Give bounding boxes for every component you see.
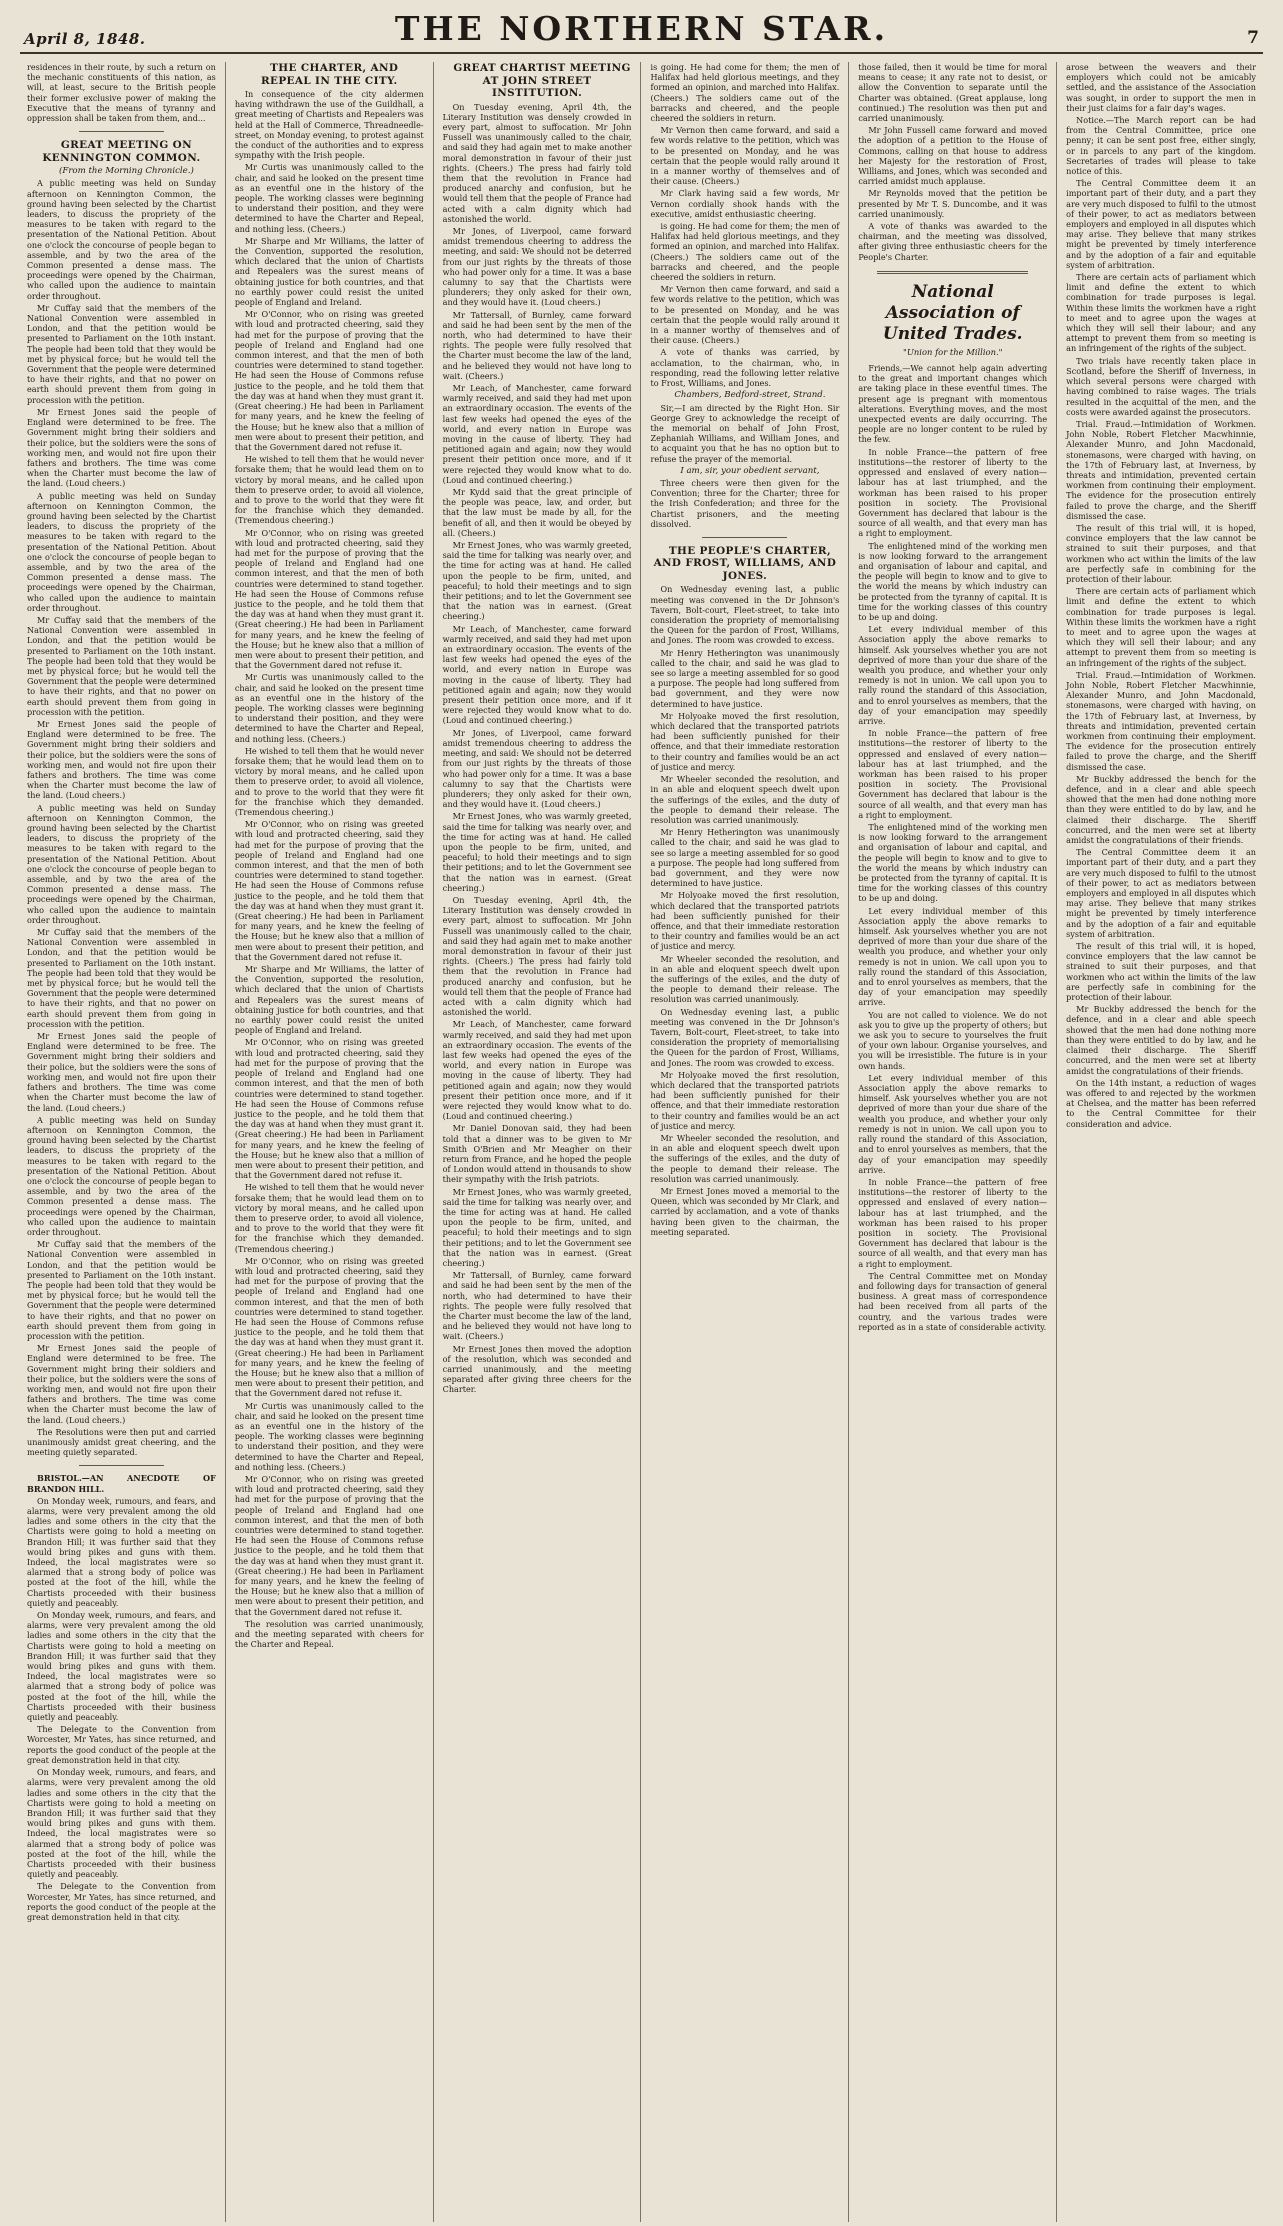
article-paragraph: Mr Kydd said that the great principle of the people was peace, law, and order, but that the law must be made by all, for the benefit of all, and then it would be obeyed by all. (Cheers.) xyxy=(442,487,632,538)
article-paragraph: There are certain acts of parliament which limit and define the extent to which combination for trade purposes is legal. Within these limits the workmen have a right to meet and to agree upon the wages at which they will sell their labour; and any attempt to prevent them from so meeting is an infringement of the rights of the subject. xyxy=(1066,272,1256,354)
article-paragraph: Let every individual member of this Association apply the above remarks to himself. Ask yourselves whether you are not deprived of more than your due share of the wealth you produce, and whether your only remedy is not in union. We call upon you to rally round the standard of this Association, and to enrol yourselves as members, that the day of your emancipation may speedily arrive. xyxy=(858,1072,1048,1175)
article-paragraph: Mr Daniel Donovan said, they had been told that a dinner was to be given to Mr Smith O'Brien and Mr Meagher on their return from France, and he hoped the people of London would attend in thousands to show their sympathy with the Irish patriots. xyxy=(442,1123,632,1185)
article-paragraph: The Central Committee deem it an important part of their duty, and a part they are very much disposed to fulfil to the utmost of their power, to act as mediators between employers and employed in all disputes which may arise. They believe that many strikes might be prevented by timely interference and by the adoption of a fair and equitable system of arbitration. xyxy=(1066,847,1256,939)
article-paragraph: Two trials have recently taken place in Scotland, before the Sheriff of Inverness, in which several persons were charged with having combined to raise wages. The trials resulted in the acquittal of the men, and the costs were awarded against the prosecutors. xyxy=(1066,355,1256,417)
article-paragraph: On Monday week, rumours, and fears, and alarms, were very prevalent among the old ladies and some others in the city that the Chartists were going to hold a meeting on Brandon Hill; it was further said that they would bring pikes and guns with them. Indeed, the local magistrates were so alarmed that a strong body of police was posted at the foot of the hill, while the Chartists proceeded with their business quietly and peaceably. xyxy=(27,1610,216,1723)
article-paragraph: Let every individual member of this Association apply the above remarks to himself. Ask yourselves whether you are not deprived of more than your due share of the wealth you produce, and whether your only remedy is not in union. We call upon you to rally round the standard of this Association, and to enrol yourselves as members, that the day of your emancipation may speedily arrive. xyxy=(858,624,1048,726)
column-1-intro: residences in their route, by such a return on the mechanic constituents of this nation, as will, at least, secure to the British people their former exclusive power of making the Executive that the means of tyranny and oppression shall be taken from them, and... xyxy=(27,62,216,124)
article-paragraph: Mr Vernon then came forward, and said a few words relative to the petition, which was to be presented on Monday, and he was certain that the people would rally around it in a manner worthy of themselves and of their cause. (Cheers.) xyxy=(650,125,840,187)
article-paragraph: In noble France—the pattern of free institutions—the restorer of liberty to the oppressed and enslaved of every nation—labour has at last triumphed, and the workman has been raised to his proper position in society. The Provisional Government has declared that labour is the source of all wealth, and that every man has a right to employment. xyxy=(858,446,1048,539)
article-paragraph: Friends,—We cannot help again adverting to the great and important changes which are taking place in these eventful times. The present age is pregnant with momentous alterations. Everything moves, and the most unexpected events are daily occurring. The people are no longer content to be ruled by the few. xyxy=(858,363,1048,445)
article-paragraph: Mr O'Connor, who on rising was greeted with loud and protracted cheering, said they had met for the purpose of proving that the people of Ireland and England had one common interest, and that the men of both countries were determined to stand together. He had seen the House of Commons refuse justice to the people, and he told them that the day was at hand when they must grant it. (Great cheering.) He had been in Parliament for many years, and he knew the feeling of the House; but he knew also that a million of men were about to present their petition, and that the Government dared not refuse it. xyxy=(234,527,424,671)
association-motto: "Union for the Million." xyxy=(902,346,1003,357)
article-paragraph: Mr Holyoake moved the first resolution, which declared that the transported patriots had been sufficiently punished for their offence, and that their immediate restoration to their country and families would be an act of justice and mercy. xyxy=(650,890,840,952)
article-paragraph: Mr Ernest Jones said the people of England were determined to be free. The Government might bring their soldiers and their police, but the soldiers were the sons of working men, and would not fire upon their fathers and brothers. The time was come when the Charter must become the law of the land. (Loud cheers.) xyxy=(27,1343,216,1425)
article-paragraph: He wished to tell them that he would never forsake them; that he would lead them on to victory by moral means, and he called upon them to preserve order, to avoid all violence, and to prove to the world that they were fit for the franchise which they demanded. (Tremendous cheering.) xyxy=(234,454,424,526)
article-paragraph: Mr O'Connor, who on rising was greeted with loud and protracted cheering, said they had met for the purpose of proving that the people of Ireland and England had one common interest, and that the men of both countries were determined to stand together. He had seen the House of Commons refuse justice to the people, and he told them that the day was at hand when they must grant it. (Great cheering.) He had been in Parliament for many years, and he knew the feeling of the House; but he knew also that a million of men were about to present their petition, and that the Government dared not refuse it. xyxy=(234,309,424,452)
article-paragraph: The Delegate to the Convention from Worcester, Mr Yates, has since returned, and reports the good conduct of the people at the great demonstration held in that city. xyxy=(27,1724,216,1765)
article-paragraph: On Tuesday evening, April 4th, the Literary Institution was densely crowded in every part, almost to suffocation. Mr John Fussell was unanimously called to the chair, and said they had again met to make another moral demonstration in favour of their just rights. (Cheers.) The press had fairly told them that the revolution in France had produced anarchy and confusion, but he would tell them that the people of France had acted with a calm dignity which had astonished the world. xyxy=(442,101,632,224)
article-paragraph: Mr Ernest Jones moved a memorial to the Queen, which was seconded by Mr Clark, and carried by acclamation, and a vote of thanks having been given to the chairman, the meeting separated. xyxy=(650,1186,840,1237)
article-paragraph: Mr Buckby addressed the bench for the defence, and in a clear and able speech showed that the men had done nothing more than they were entitled to do by law, and he claimed their discharge. The Sheriff concurred, and the men were set at liberty amidst the congratulations of their friends. xyxy=(1066,1004,1256,1076)
article-paragraph: Mr Curtis was unanimously called to the chair, and said he looked on the present time as an eventful one in the history of the people. The working classes were beginning to understand their position, and they were determined to have the Charter and Repeal, and nothing less. (Cheers.) xyxy=(234,672,424,744)
article-paragraph: Mr Clark having said a few words, Mr Vernon cordially shook hands with the executive, amidst enthusiastic cheering. xyxy=(650,188,840,219)
issue-date: April 8, 1848. xyxy=(24,30,146,48)
article-paragraph: Let every individual member of this Association apply the above remarks to himself. Ask yourselves whether you are not deprived of more than your due share of the wealth you produce, and whether your only remedy is not in union. We call upon you to rally round the standard of this Association, and to enrol yourselves as members, that the day of your emancipation may speedily arrive. xyxy=(858,905,1048,1008)
article-paragraph: The resolution was carried unanimously, and the meeting separated with cheers for the Charter and Repeal. xyxy=(234,1618,424,1650)
article-paragraph: The Delegate to the Convention from Worcester, Mr Yates, has since returned, and reports the good conduct of the people at the great demonstration held in that city. xyxy=(27,1881,216,1922)
article-paragraph: Mr Wheeler seconded the resolution, and in an able and eloquent speech dwelt upon the sufferings of the exiles, and the duty of the people to demand their release. The resolution was carried unanimously. xyxy=(650,1133,840,1184)
article-title-kennington: GREAT MEETING ON KENNINGTON COMMON. xyxy=(42,139,201,164)
article-paragraph: Mr Ernest Jones, who was warmly greeted, said the time for talking was nearly over, and the time for acting was at hand. He called upon the people to be firm, united, and peaceful; to hold their meetings and to sign their petitions; and to let the Government see that the nation was in earnest. (Great cheering.) xyxy=(442,811,632,893)
article-paragraph: Mr Buckby addressed the bench for the defence, and in a clear and able speech showed that the men had done nothing more than they were entitled to do by law, and he claimed their discharge. The Sheriff concurred, and the men were set at liberty amidst the congratulations of their friends. xyxy=(1066,773,1256,846)
article-paragraph: A public meeting was held on Sunday afternoon on Kennington Common, the ground having been selected by the Chartist leaders, to discuss the propriety of the measures to be taken with regard to the presentation of the National Petition. About one o'clock the concourse of people began to assemble, and by two the area of the Common presented a dense mass. The proceedings were opened by the Chairman, who called upon the audience to maintain order throughout. xyxy=(27,802,216,925)
article-paragraph: Mr John Fussell came forward and moved the adoption of a petition to the House of Commons, calling on that house to address her Majesty for the restoration of Frost, Williams, and Jones, which was seconded and carried amidst much applause. xyxy=(858,125,1048,187)
article-paragraph: Mr O'Connor, who on rising was greeted with loud and protracted cheering, said they had met for the purpose of proving that the people of Ireland and England had one common interest, and that the men of both countries were determined to stand together. He had seen the House of Commons refuse justice to the people, and he told them that the day was at hand when they must grant it. (Great cheering.) He had been in Parliament for many years, and he knew the feeling of the House; but he knew also that a million of men were about to present their petition, and that the Government dared not refuse it. xyxy=(234,1037,424,1181)
article-paragraph: Mr Tattersall, of Burnley, came forward and said he had been sent by the men of the north, who had determined to have their rights. The people were fully resolved that the Charter must become the law of the land, and he believed they would not have long to wait. (Cheers.) xyxy=(442,1270,632,1342)
article-paragraph: Mr Vernon then came forward, and said a few words relative to the petition, which was to be presented on Monday, and he was certain that the people would rally around it in a manner worthy of themselves and of their cause. (Cheers.) xyxy=(650,284,840,346)
article-paragraph: A vote of thanks was carried, by acclamation, to the chairman, who, in responding, read the following letter relative to Frost, Williams, and Jones. xyxy=(650,347,840,389)
article-paragraph: On Wednesday evening last, a public meeting was convened in the Dr Johnson's Tavern, Bolt-court, Fleet-street, to take into consideration the propriety of memorialising the Queen for the pardon of Frost, Williams, and Jones. The room was crowded to excess. xyxy=(650,1006,840,1068)
article-title-frost-williams-jones: THE PEOPLE'S CHARTER, AND FROST, WILLIAMS, AND JONES. xyxy=(653,544,837,582)
article-paragraph: Mr Leach, of Manchester, came forward warmly received, and said they had met upon an extraordinary occasion. The events of the last few weeks had opened the eyes of the world, and every nation in Europe was moving in the cause of liberty. They had petitioned again and again; now they would present their petition once more, and if it were rejected they would know what to do. (Loud and continued cheering.) xyxy=(442,382,632,485)
article-paragraph: On Monday week, rumours, and fears, and alarms, were very prevalent among the old ladies and some others in the city that the Chartists were going to hold a meeting on Brandon Hill; it was further said that they would bring pikes and guns with them. Indeed, the local magistrates were so alarmed that a strong body of police was posted at the foot of the hill, while the Chartists proceeded with their business quietly and peaceably. xyxy=(27,1495,216,1608)
article-paragraph: He wished to tell them that he would never forsake them; that he would lead them on to victory by moral means, and he called upon them to preserve order, to avoid all violence, and to prove to the world that they were fit for the franchise which they demanded. (Tremendous cheering.) xyxy=(234,745,424,818)
article-paragraph: arose between the weavers and their employers which could not be amicably settled, and the assistance of the Association was sought, in order to support the men in their just claims for a fair day's wages. xyxy=(1066,62,1256,113)
column-4 xyxy=(641,62,849,2222)
column-3 xyxy=(434,62,642,2222)
newspaper-title: THE NORTHERN STAR. xyxy=(394,9,889,48)
column-6 xyxy=(1057,62,1265,2222)
article-paragraph: Mr Cuffay said that the members of the National Convention were assembled in London, and that the petition would be presented to Parliament on the 10th instant. The people had been told that they would be met by physical force; but he would tell the Government that the people were determined to have their rights, and that no power on earth should prevent them from going in procession with the petition. xyxy=(27,1239,216,1341)
article-paragraph: Trial. Fraud.—Intimidation of Workmen. John Noble, Robert Fletcher Macwhinnie, Alexander Munro, and John Macdonald, stonemasons, were charged with having, on the 17th of February last, at Inverness, by threats and intimidation, prevented certain workmen from continuing their employment. The evidence for the prosecution entirely failed to prove the charge, and the Sheriff dismissed the case. xyxy=(1066,669,1256,772)
article-paragraph: On Wednesday evening last, a public meeting was convened in the Dr Johnson's Tavern, Bolt-court, Fleet-street, to take into consideration the propriety of memorialising the Queen for the pardon of Frost, Williams, and Jones. The room was crowded to excess. xyxy=(650,584,840,646)
article-paragraph: Mr Curtis was unanimously called to the chair, and said he looked on the present time as an eventful one in the history of the people. The working classes were beginning to understand their position, and they were determined to have the Charter and Repeal, and nothing less. (Cheers.) xyxy=(234,1400,424,1472)
article-paragraph: Trial. Fraud.—Intimidation of Workmen. John Noble, Robert Fletcher Macwhinnie, Alexander Munro, and John Macdonald, stonemasons, were charged with having, on the 17th of February last, at Inverness, by threats and intimidation, prevented certain workmen from continuing their employment. The evidence for the prosecution entirely failed to prove the charge, and the Sheriff dismissed the case. xyxy=(1066,418,1256,521)
article-paragraph: Mr O'Connor, who on rising was greeted with loud and protracted cheering, said they had met for the purpose of proving that the people of Ireland and England had one common interest, and that the men of both countries were determined to stand together. He had seen the House of Commons refuse justice to the people, and he told them that the day was at hand when they must grant it. (Great cheering.) He had been in Parliament for many years, and he knew the feeling of the House; but he knew also that a million of men were about to present their petition, and that the Government dared not refuse it. xyxy=(234,1255,424,1399)
article-paragraph: He wished to tell them that he would never forsake them; that he would lead them on to victory by moral means, and he called upon them to preserve order, to avoid all violence, and to prove to the world that they were fit for the franchise which they demanded. (Tremendous cheering.) xyxy=(234,1182,424,1254)
article-paragraph: On the 14th instant, a reduction of wages was offered to and rejected by the workmen at Chelsea, and the matter has been referred to the Central Committee for their consideration and advice. xyxy=(1066,1077,1256,1129)
article-paragraph: On Tuesday evening, April 4th, the Literary Institution was densely crowded in every part, almost to suffocation. Mr John Fussell was unanimously called to the chair, and said they had again met to make another moral demonstration in favour of their just rights. (Cheers.) The press had fairly told them that the revolution in France had produced anarchy and confusion, but he would tell them that the people of France had acted with a calm dignity which had astonished the world. xyxy=(442,894,632,1018)
column-1 xyxy=(18,62,226,2222)
article-paragraph: There are certain acts of parliament which limit and define the extent to which combination for trade purposes is legal. Within these limits the workmen have a right to meet and to agree upon the wages at which they will sell their labour; and any attempt to prevent them from so meeting is an infringement of the rights of the subject. xyxy=(1066,586,1256,668)
article-paragraph: Mr Cuffay said that the members of the National Convention were assembled in London, and that the petition would be presented to Parliament on the 10th instant. The people had been told that they would be met by physical force; but he would tell the Government that the people were determined to have their rights, and that no power on earth should prevent them from going in procession with the petition. xyxy=(27,302,216,405)
article-paragraph: is going. He had come for them; the men of Halifax had held glorious meetings, and they formed an opinion, and marched into Halifax. (Cheers.) The soldiers came out of the barracks and cheered, and the people cheered the soldiers in return. xyxy=(650,62,840,124)
article-paragraph: A public meeting was held on Sunday afternoon on Kennington Common, the ground having been selected by the Chartist leaders, to discuss the propriety of the measures to be taken with regard to the presentation of the National Petition. About one o'clock the concourse of people began to assemble, and by two the area of the Common presented a dense mass. The proceedings were opened by the Chairman, who called upon the audience to maintain order throughout. xyxy=(27,178,216,301)
article-paragraph: A public meeting was held on Sunday afternoon on Kennington Common, the ground having been selected by the Chartist leaders, to discuss the propriety of the measures to be taken with regard to the presentation of the National Petition. About one o'clock the concourse of people began to assemble, and by two the area of the Common presented a dense mass. The proceedings were opened by the Chairman, who called upon the audience to maintain order throughout. xyxy=(27,490,216,613)
article-paragraph: Mr Wheeler seconded the resolution, and in an able and eloquent speech dwelt upon the sufferings of the exiles, and the duty of the people to demand their release. The resolution was carried unanimously. xyxy=(650,953,840,1005)
article-paragraph: Mr Cuffay said that the members of the National Convention were assembled in London, and that the petition would be presented to Parliament on the 10th instant. The people had been told that they would be met by physical force; but he would tell the Government that the people were determined to have their rights, and that no power on earth should prevent them from going in procession with the petition. xyxy=(27,614,216,717)
article-title-john-street: GREAT CHARTIST MEETING AT JOHN STREET INSTITUTION. xyxy=(453,62,631,99)
article-paragraph: Three cheers were then given for the Convention; three for the Charter; three for the Irish Confederation; and three for the Chartist prisoners, and the meeting dissolved. xyxy=(650,477,840,529)
article-paragraph: Notice.—The March report can be had from the Central Committee, price one penny; it can be sent post free, either singly, or in parcels to any part of the kingdom. Secretaries of trades will please to take notice of this. xyxy=(1066,115,1256,177)
article-paragraph: The result of this trial will, it is hoped, convince employers that the law cannot be strained to suit their purposes, and that workmen who act within the limits of the law are perfectly safe in combining for the protection of their labour. xyxy=(1066,522,1256,584)
article-paragraph: The Resolutions were then put and carried unanimously amidst great cheering, and the meeting quietly separated. xyxy=(27,1426,216,1458)
article-paragraph: Mr Sharpe and Mr Williams, the latter of the Convention, supported the resolution, which declared that the union of Chartists and Repealers was the surest means of obtaining justice for both countries, and that no earthly power could resist the united people of England and Ireland. xyxy=(234,235,424,308)
letter-body: Sir,—I am directed by the Right Hon. Sir George Grey to acknowledge the receipt of the memorial on behalf of John Frost, Zephaniah Williams, and William Jones, and to acquaint you that he has no option but to refuse the prayer of the memorial. xyxy=(650,402,840,464)
article-paragraph: Mr Curtis was unanimously called to the chair, and said he looked on the present time as an eventful one in the history of the people. The working classes were beginning to understand their position, and they were determined to have the Charter and Repeal, and nothing less. (Cheers.) xyxy=(234,162,424,234)
article-paragraph: The Central Committee deem it an important part of their duty, and a part they are very much disposed to fulfil to the utmost of their power, to act as mediators between employers and employed in all disputes which may arise. They believe that many strikes might be prevented by timely interference and by the adoption of a fair and equitable system of arbitration. xyxy=(1066,178,1256,270)
article-paragraph: Mr Ernest Jones said the people of England were determined to be free. The Government might bring their soldiers and their police, but the soldiers were the sons of working men, and would not fire upon their fathers and brothers. The time was come when the Charter must become the law of the land. (Loud cheers.) xyxy=(27,406,216,489)
section-divider xyxy=(702,537,787,538)
article-paragraph: Mr Henry Hetherington was unanimously called to the chair, and said he was glad to see so large a meeting assembled for so good a purpose. The people had long suffered from bad government, and they were now determined to have justice. xyxy=(650,827,840,889)
article-paragraph: Mr Ernest Jones said the people of England were determined to be free. The Government might bring their soldiers and their police, but the soldiers were the sons of working men, and would not fire upon their fathers and brothers. The time was come when the Charter must become the law of the land. (Loud cheers.) xyxy=(27,718,216,801)
article-paragraph: Mr Ernest Jones, who was warmly greeted, said the time for talking was nearly over, and the time for acting was at hand. He called upon the people to be firm, united, and peaceful; to hold their meetings and to sign their petitions; and to let the Government see that the nation was in earnest. (Great cheering.) xyxy=(442,540,632,622)
article-paragraph: In noble France—the pattern of free institutions—the restorer of liberty to the oppressed and enslaved of every nation—labour has at last triumphed, and the workman has been raised to his proper position in society. The Provisional Government has declared that labour is the source of all wealth, and that every man has a right to employment. xyxy=(858,728,1048,820)
columns xyxy=(18,62,1265,2222)
association-heading: National Association of United Trades. xyxy=(882,281,1023,344)
article-paragraph: Mr Holyoake moved the first resolution, which declared that the transported patriots had been sufficiently punished for their offence, and that their immediate restoration to their country and families would be an act of justice and mercy. xyxy=(650,1069,840,1131)
article-paragraph: Mr Leach, of Manchester, came forward warmly received, and said they had met upon an extraordinary occasion. The events of the last few weeks had opened the eyes of the world, and every nation in Europe was moving in the cause of liberty. They had petitioned again and again; now they would present their petition once more, and if it were rejected they would know what to do. (Loud and continued cheering.) xyxy=(442,623,632,726)
article-paragraph: Mr Ernest Jones said the people of England were determined to be free. The Government might bring their soldiers and their police, but the soldiers were the sons of working men, and would not fire upon their fathers and brothers. The time was come when the Charter must become the law of the land. (Loud cheers.) xyxy=(27,1031,216,1113)
article-paragraph: those failed, then it would be time for moral means to cease; it any rate not to desist, or allow the Convention to separate until the Charter was obtained. (Great applause, long continued.) The resolution was then put and carried unanimously. xyxy=(858,62,1048,124)
article-paragraph: Mr Jones, of Liverpool, came forward amidst tremendous cheering to address the meeting, and said: We should not be deterred from our just rights by the threats of those who had power only for a time. It was a base calumny to say that the Chartists were plunderers; they only asked for their own, and they would have it. (Loud cheers.) xyxy=(442,225,632,308)
article-paragraph: Mr Leach, of Manchester, came forward warmly received, and said they had met upon an extraordinary occasion. The events of the last few weeks had opened the eyes of the world, and every nation in Europe was moving in the cause of liberty. They had petitioned again and again; now they would present their petition once more, and if it were rejected they would know what to do. (Loud and continued cheering.) xyxy=(442,1019,632,1122)
page-number: 7 xyxy=(1247,28,1259,48)
letter-heading: Chambers, Bedford-street, Strand. xyxy=(674,390,826,401)
column-5 xyxy=(849,62,1057,2222)
article-paragraph: Mr Holyoake moved the first resolution, which declared that the transported patriots had been sufficiently punished for their offence, and that their immediate restoration to their country and families would be an act of justice and mercy. xyxy=(650,710,840,772)
article-source-kennington: (From the Morning Chronicle.) xyxy=(59,166,194,177)
article-paragraph: On Monday week, rumours, and fears, and alarms, were very prevalent among the old ladies and some others in the city that the Chartists were going to hold a meeting on Brandon Hill; it was further said that they would bring pikes and guns with them. Indeed, the local magistrates were so alarmed that a strong body of police was posted at the foot of the hill, while the Chartists proceeded with their business quietly and peaceably. xyxy=(27,1767,216,1880)
article-paragraph: BRISTOL.—AN ANECDOTE OF BRANDON HILL. xyxy=(27,1473,216,1494)
article-paragraph: You are not called to violence. We do not ask you to give up the property of others; but we ask you to secure to yourselves the fruit of your own labour. Organise yourselves, and you will be irresistible. The future is in your own hands. xyxy=(858,1009,1048,1071)
article-paragraph: Mr Ernest Jones then moved the adoption of the resolution, which was seconded and carried unanimously, and the meeting separated after giving three cheers for the Charter. xyxy=(442,1343,632,1395)
section-divider xyxy=(877,271,1028,274)
article-paragraph: Mr Wheeler seconded the resolution, and in an able and eloquent speech dwelt upon the sufferings of the exiles, and the duty of the people to demand their release. The resolution was carried unanimously. xyxy=(650,774,840,825)
article-paragraph: In noble France—the pattern of free institutions—the restorer of liberty to the oppressed and enslaved of every nation—labour has at last triumphed, and the workman has been raised to his proper position in society. The Provisional Government has declared that labour is the source of all wealth, and that every man has a right to employment. xyxy=(858,1176,1048,1269)
article-paragraph: The Central Committee met on Monday and following days for transaction of general business. A great mass of correspondence had been received from all parts of the country, and the various trades were reported as in a state of considerable activity. xyxy=(858,1270,1048,1332)
article-paragraph: Mr Tattersall, of Burnley, came forward and said he had been sent by the men of the north, who had determined to have their rights. The people were fully resolved that the Charter must become the law of the land, and he believed they would not have long to wait. (Cheers.) xyxy=(442,309,632,381)
article-title-charter-repeal: THE CHARTER, AND REPEAL IN THE CITY. xyxy=(260,62,399,87)
article-paragraph: A public meeting was held on Sunday afternoon on Kennington Common, the ground having been selected by the Chartist leaders, to discuss the propriety of the measures to be taken with regard to the presentation of the National Petition. About one o'clock the concourse of people began to assemble, and by two the area of the Common presented a dense mass. The proceedings were opened by the Chairman, who called upon the audience to maintain order throughout. xyxy=(27,1114,216,1237)
article-paragraph: Mr Jones, of Liverpool, came forward amidst tremendous cheering to address the meeting, and said: We should not be deterred from our just rights by the threats of those who had power only for a time. It was a base calumny to say that the Chartists were plunderers; they only asked for their own, and they would have it. (Loud cheers.) xyxy=(442,727,632,810)
letter-signoff: I am, sir, your obedient servant, xyxy=(680,465,820,476)
article-paragraph: Mr Ernest Jones, who was warmly greeted, said the time for talking was nearly over, and the time for acting was at hand. He called upon the people to be firm, united, and peaceful; to hold their meetings and to sign their petitions; and to let the Government see that the nation was in earnest. (Great cheering.) xyxy=(442,1186,632,1269)
section-divider xyxy=(79,1465,164,1466)
masthead xyxy=(20,4,1263,54)
article-paragraph: A vote of thanks was awarded to the chairman, and the meeting was dissolved, after giving three enthusiastic cheers for the People's Charter. xyxy=(858,221,1048,262)
section-divider xyxy=(79,131,164,132)
article-paragraph: The result of this trial will, it is hoped, convince employers that the law cannot be strained to suit their purposes, and that workmen who act within the limits of the law are perfectly safe in combining for the protection of their labour. xyxy=(1066,941,1256,1003)
article-paragraph: is going. He had come for them; the men of Halifax had held glorious meetings, and they formed an opinion, and marched into Halifax. (Cheers.) The soldiers came out of the barracks and cheered, and the people cheered the soldiers in return. xyxy=(650,221,840,283)
column-2 xyxy=(226,62,434,2222)
article-paragraph: The enlightened mind of the working men is now looking forward to the arrangement and organisation of labour and capital, and the people will begin to know and to give to the world the means by which industry can be protected from the tyranny of capital. It is time for the working classes of this country to be up and doing. xyxy=(858,540,1048,622)
article-paragraph: Mr Sharpe and Mr Williams, the latter of the Convention, supported the resolution, which declared that the union of Chartists and Repealers was the surest means of obtaining justice for both countries, and that no earthly power could resist the united people of England and Ireland. xyxy=(234,964,424,1036)
article-paragraph: The enlightened mind of the working men is now looking forward to the arrangement and organisation of labour and capital, and the people will begin to know and to give to the world the means by which industry can be protected from the tyranny of capital. It is time for the working classes of this country to be up and doing. xyxy=(858,822,1048,904)
article-paragraph: Mr Henry Hetherington was unanimously called to the chair, and said he was glad to see so large a meeting assembled for so good a purpose. The people had long suffered from bad government, and they were now determined to have justice. xyxy=(650,647,840,709)
article-paragraph: Mr O'Connor, who on rising was greeted with loud and protracted cheering, said they had met for the purpose of proving that the people of Ireland and England had one common interest, and that the men of both countries were determined to stand together. He had seen the House of Commons refuse justice to the people, and he told them that the day was at hand when they must grant it. (Great cheering.) He had been in Parliament for many years, and he knew the feeling of the House; but he knew also that a million of men were about to present their petition, and that the Government dared not refuse it. xyxy=(234,1474,424,1617)
article-paragraph: In consequence of the city aldermen having withdrawn the use of the Guildhall, a great meeting of Chartists and Repealers was held at the Hall of Commerce, Threadneedle-street, on Monday evening, to protest against the conduct of the authorities and to express sympathy with the Irish people. xyxy=(234,89,424,161)
article-paragraph: Mr Cuffay said that the members of the National Convention were assembled in London, and that the petition would be presented to Parliament on the 10th instant. The people had been told that they would be met by physical force; but he would tell the Government that the people were determined to have their rights, and that no power on earth should prevent them from going in procession with the petition. xyxy=(27,927,216,1029)
article-paragraph: Mr Reynolds moved that the petition be presented by Mr T. S. Duncombe, and it was carried unanimously. xyxy=(858,188,1048,219)
article-paragraph: Mr O'Connor, who on rising was greeted with loud and protracted cheering, said they had met for the purpose of proving that the people of Ireland and England had one common interest, and that the men of both countries were determined to stand together. He had seen the House of Commons refuse justice to the people, and he told them that the day was at hand when they must grant it. (Great cheering.) He had been in Parliament for many years, and he knew the feeling of the House; but he knew also that a million of men were about to present their petition, and that the Government dared not refuse it. xyxy=(234,819,424,962)
